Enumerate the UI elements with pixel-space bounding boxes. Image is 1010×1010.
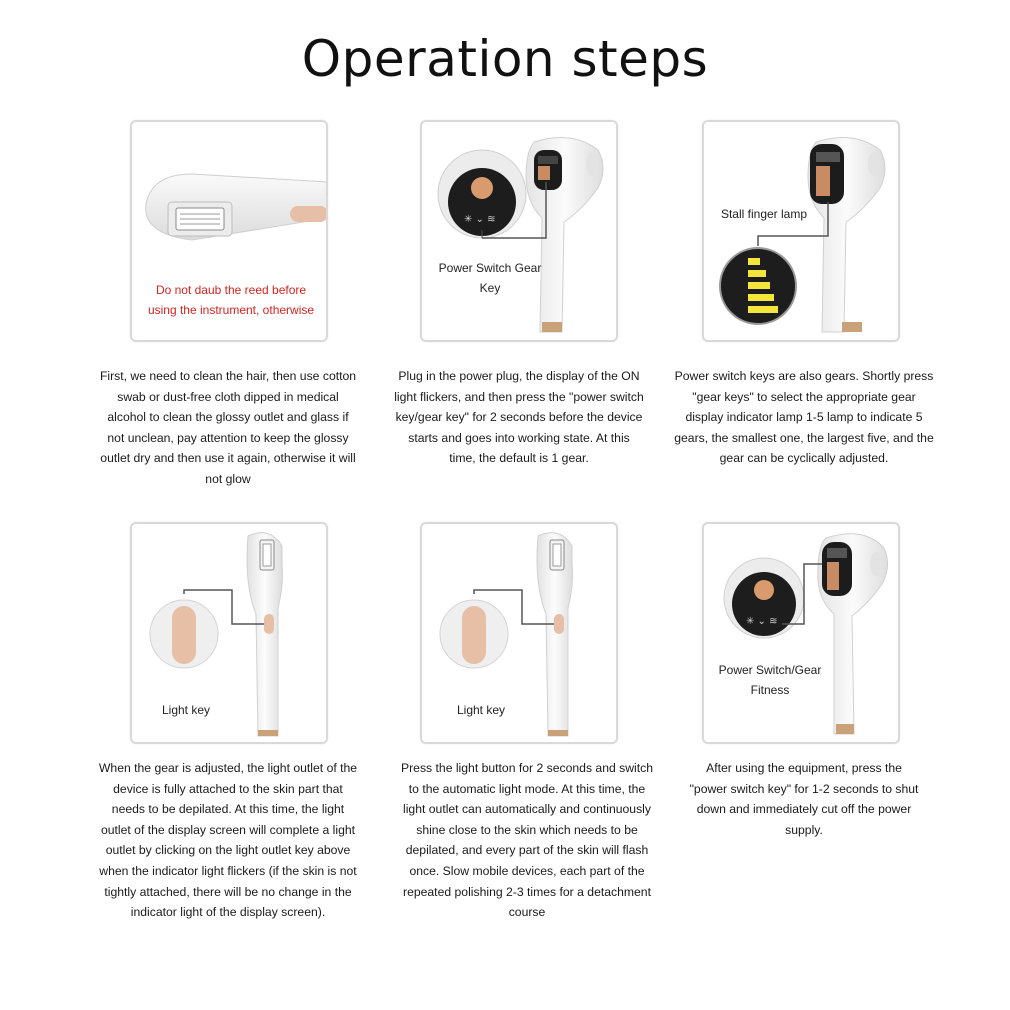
step-2-description: Plug in the power plug, the display of the ON light flickers, and then press the "power switch key/gear key" for 2 seconds before the device starts and goes into working state. At this time, the default is 1 gear. <box>394 369 644 466</box>
step-3-description: Power switch keys are also gears. Shortly press "gear keys" to select the appropriate gear display indicator lamp 1-5 lamp to indicate 5 gears, the smallest one, the largest five, and the gear can be cyclically adjusted. <box>674 369 934 466</box>
step-6-panel-label: Power Switch/Gear Fitness <box>718 663 822 697</box>
step-1-warning-label: Do not daub the reed before using the instrument, otherwise <box>147 283 315 317</box>
step-3-panel-label: Stall finger lamp <box>720 207 808 221</box>
device-power-key-illustration <box>422 122 618 342</box>
step-6-image-panel <box>702 522 900 744</box>
step-4-image-panel <box>130 522 328 744</box>
step-4-panel-label: Light key <box>161 703 211 717</box>
step-5-image-panel <box>420 522 618 744</box>
step-2-panel-label: Power Switch Gear Key <box>438 261 542 295</box>
page-title: Operation steps <box>301 30 709 88</box>
step-5-description: Press the light button for 2 seconds and switch to the automatic light mode. At this time, the light outlet can automatically and continuously shine close to the skin which needs to be depilated, and every part of the skin will flash once. Slow mobile devices, each part of the repeated polishing 2-3 times for a detachment course <box>400 761 654 920</box>
step-6-description: After using the equipment, press the "power switch key" for 1-2 seconds to shut down and immediately cut off the power supply. <box>689 761 919 837</box>
step-1-image-panel <box>130 120 328 342</box>
gear-indicator-illustration <box>704 122 900 342</box>
device-power-key-illustration <box>704 524 900 744</box>
step-5-panel-label: Light key <box>456 703 506 717</box>
svg-text:✳ ⌄ ≋: ✳ ⌄ ≋ <box>464 214 496 225</box>
step-4-description: When the gear is adjusted, the light outlet of the device is fully attached to the skin part that needs to be depilated. At this time, the light outlet of the display screen will complete a light outlet by clicking on the light outlet key above when the indicator light flickers (if the skin is not tightly attached, there will be no change in the indicator light of the display screen). <box>98 761 358 920</box>
step-1-description: First, we need to clean the hair, then use cotton swab or dust-free cloth dipped in medical alcohol to clean the glossy outlet and glass if not unclean, pay attention to keep the glossy outlet dry and then use it again, otherwise it will not glow <box>99 369 357 486</box>
step-3-image-panel <box>702 120 900 342</box>
svg-text:✳ ⌄ ≋: ✳ ⌄ ≋ <box>746 616 778 627</box>
step-2-image-panel <box>420 120 618 342</box>
